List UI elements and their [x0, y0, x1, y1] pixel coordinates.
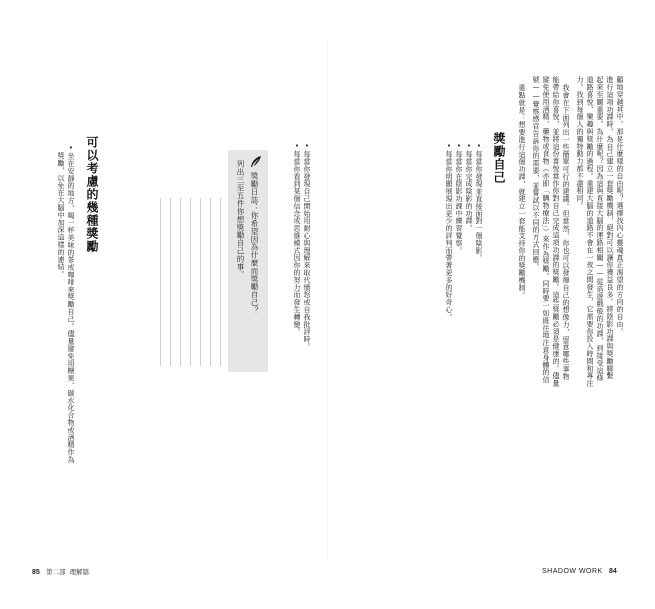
list-item: •每當你看到某個信念或思維模式因你的努力而發生轉變。 [293, 142, 301, 336]
body-text-line: 重點就是：想要進行這個功課，就建立一套能支持你的獎勵機制。 [518, 84, 526, 299]
section-heading: 獎勵自己 [492, 132, 506, 184]
bullet-marker: • [475, 142, 483, 151]
body-text-line: 道路喜悅、樂趣與獎勵的過程。重建大腦的道路不會在一夜之間發生，它需要你投入時間和專注 [586, 76, 594, 387]
left-page [0, 0, 327, 609]
body-text-line: 我會在下面列出一些簡單可行的建議。但當然，你也可以發揮自己的想像力，留意哪些事物 [562, 84, 570, 380]
running-footer [542, 567, 617, 575]
bullet-marker: • [455, 142, 463, 151]
bullet-marker: • [465, 142, 473, 151]
body-text-line: 顧地穿越其中。那是什麼樣的自由呢？選擇找內心靈魂真正渴望的方向的自由。 [616, 76, 624, 335]
list-item: •每當你完成陰影的功課。 [465, 142, 473, 232]
journal-prompt-box [228, 150, 268, 372]
bullet-marker: • [293, 142, 301, 151]
list-item-continuation: 獎勵，以免在大腦中加深這樣的連結。 [57, 152, 65, 278]
bullet-marker: • [67, 144, 75, 153]
body-text-line: 能帶給你喜悅，並將這份喜悅當作你對自己完成這項功課的獎勵。這些獎勵必須是健康的。儘量 [552, 76, 560, 387]
bullet-marker: • [445, 142, 453, 151]
body-text-line: 起來至關重要。為什麼呢？因為這與直接大腦的運路相關——從造遊戲般的功課，到接受這條 [596, 76, 604, 382]
folio-part: 第二部 [46, 568, 66, 576]
page-number: 85 [32, 569, 40, 576]
quill-icon [249, 155, 263, 169]
bullet-marker: • [303, 142, 311, 151]
journal-writing-lines[interactable] [160, 198, 222, 366]
journal-prompt: 獎勵日誌：你希望因為什麼而獎勵自己？ [250, 172, 259, 315]
running-footer [32, 567, 89, 576]
body-text-line: 號——覺察感官告訴你的需要，並嘗試以不同的方式回應。 [532, 76, 540, 271]
list-item: •每當你發現並直接面對一個陰影。 [475, 142, 483, 262]
right-page [328, 0, 655, 609]
list-item: •每當你在陰影功課中練習覺察。 [455, 142, 463, 255]
folio-title: 理解篇 [69, 568, 90, 576]
body-text-line: 避免使用酒精、藥物或食物（亦即「購物療法」）來作為獎勵。同時要一如既往地注意身體的信 [542, 76, 550, 384]
section-heading: 可以考慮的幾種獎勵 [85, 136, 99, 253]
page-number: 84 [608, 568, 617, 575]
body-text-line: 進行這項功課時，為自己建立一套獎勵機制，絕對可以讓你獲益良多。將陰影功課與獎勵聯繫 [606, 76, 614, 380]
list-item: •每當你明顯展現出更少的評判而帶著更多的好奇心。 [445, 142, 453, 321]
folio-title: SHADOW WORK [542, 568, 603, 575]
body-text-line: 力。找到每個人的獨特動力都不盡相同。 [576, 76, 584, 210]
journal-instruction: 列出三至五件你想獎勵自己的事。 [236, 160, 245, 279]
list-item: •每當你發現自己開始用耐心與理解來取代憤怒或自我批評時。 [303, 142, 311, 351]
list-item: •坐在安靜的地方，喝一杯美味的茶或咖啡來獎勵自己。儘量避免用糖果、碳水化合物或酒精作為 [67, 144, 75, 464]
